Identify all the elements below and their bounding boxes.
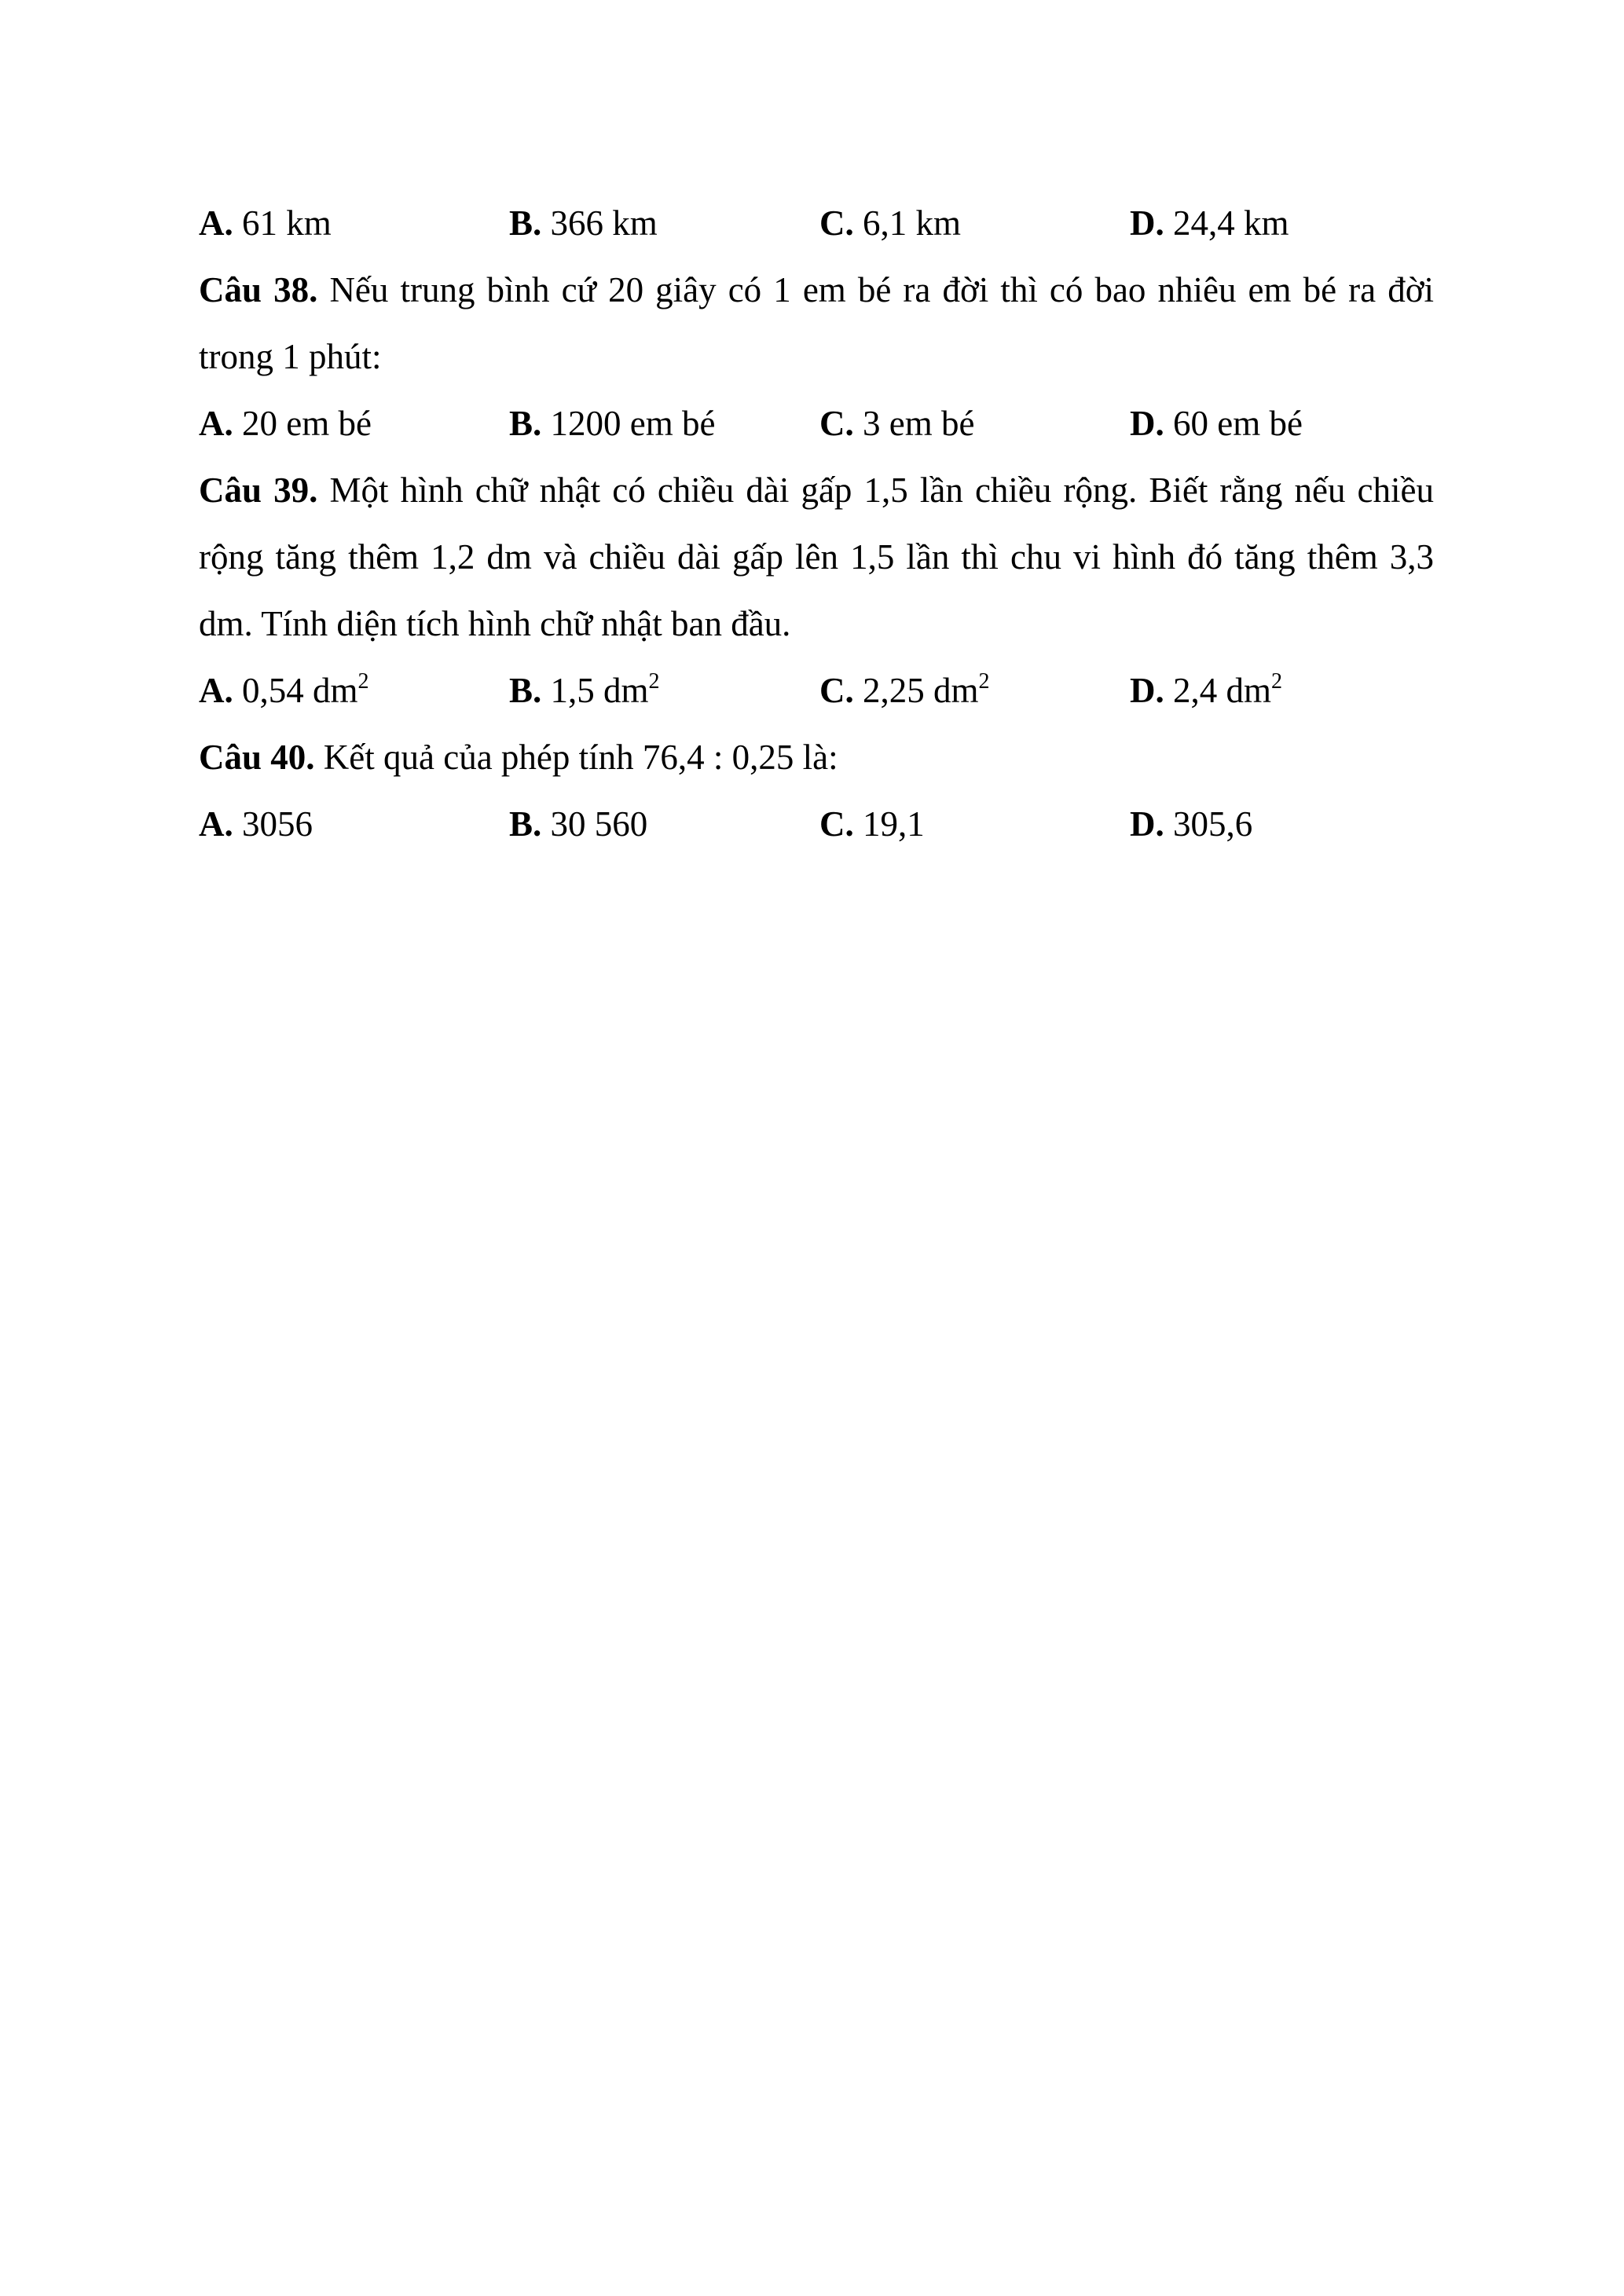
option-text: 3056 (242, 804, 313, 844)
option-letter: B. (509, 203, 542, 243)
q38-option-c (819, 390, 974, 457)
q39-option-c (819, 657, 990, 724)
superscript: 2 (357, 669, 369, 694)
superscript: 2 (978, 669, 990, 694)
option-letter: D. (1130, 203, 1164, 243)
question-text: Một hình chữ nhật có chiều dài gấp 1,5 lần chiều rộng. Biết rằng nếu chiều rộng tăng thêm 1,2 dm và chiều dài gấp lên 1,5 lần thì chu vi hình đó tăng thêm 3,3 dm. Tính diện tích hình chữ nhật ban đầu. (199, 471, 1434, 643)
q39-option-d (1130, 657, 1282, 724)
option-text: 24,4 km (1173, 203, 1289, 243)
option-text: 366 km (550, 203, 658, 243)
q40-option-d (1130, 791, 1252, 858)
document-content (199, 190, 1434, 858)
option-text: 30 560 (550, 804, 648, 844)
option-letter: A. (199, 804, 233, 844)
question-38 (199, 257, 1434, 390)
option-letter: A. (199, 404, 233, 443)
option-text: 6,1 km (863, 203, 962, 243)
question-40 (199, 724, 1434, 791)
option-text: 19,1 (863, 804, 925, 844)
option-letter: C. (819, 404, 854, 443)
question-text: Nếu trung bình cứ 20 giây có 1 em bé ra đời thì có bao nhiêu em bé ra đời trong 1 phút: (199, 270, 1434, 376)
q40-options (199, 791, 1434, 858)
q39-options (199, 657, 1434, 724)
superscript: 2 (1271, 669, 1283, 694)
option-text: 60 em bé (1173, 404, 1303, 443)
q37-option-b (509, 190, 658, 257)
q37-option-d (1130, 190, 1289, 257)
q39-option-a (199, 657, 369, 724)
option-text: 305,6 (1173, 804, 1253, 844)
q38-option-d (1130, 390, 1303, 457)
q38-option-b (509, 390, 715, 457)
option-text: 0,54 dm (242, 671, 358, 710)
option-letter: A. (199, 671, 233, 710)
q40-option-a (199, 791, 313, 858)
q37-option-c (819, 190, 961, 257)
option-letter: C. (819, 671, 854, 710)
q40-option-c (819, 791, 925, 858)
option-letter: D. (1130, 404, 1164, 443)
option-text: 61 km (242, 203, 332, 243)
option-letter: B. (509, 804, 542, 844)
option-text: 20 em bé (242, 404, 372, 443)
question-text: Kết quả của phép tính 76,4 : 0,25 là: (323, 738, 838, 777)
q37-options (199, 190, 1434, 257)
option-text: 3 em bé (863, 404, 975, 443)
question-39 (199, 457, 1434, 657)
q40-option-b (509, 791, 647, 858)
option-text: 1,5 dm (550, 671, 649, 710)
superscript: 2 (648, 669, 660, 694)
q37-option-a (199, 190, 332, 257)
option-letter: D. (1130, 804, 1164, 844)
option-letter: C. (819, 203, 854, 243)
q39-option-b (509, 657, 660, 724)
option-letter: A. (199, 203, 233, 243)
q38-options (199, 390, 1434, 457)
question-label: Câu 38. (199, 270, 318, 309)
option-letter: B. (509, 671, 542, 710)
option-letter: D. (1130, 671, 1164, 710)
option-letter: B. (509, 404, 542, 443)
option-text: 2,25 dm (863, 671, 979, 710)
option-text: 1200 em bé (550, 404, 716, 443)
q38-option-a (199, 390, 372, 457)
question-label: Câu 40. (199, 738, 315, 777)
option-letter: C. (819, 804, 854, 844)
question-label: Câu 39. (199, 471, 318, 510)
option-text: 2,4 dm (1173, 671, 1272, 710)
